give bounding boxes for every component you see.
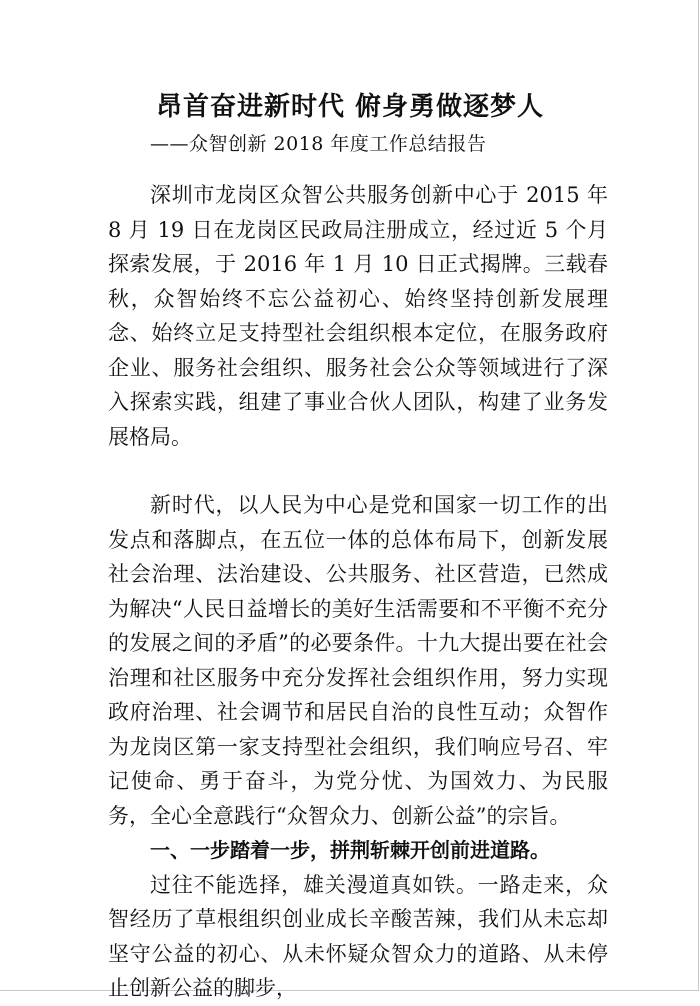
document-body (108, 178, 608, 1006)
document-subtitle: ——众智创新 2018 年度工作总结报告 (150, 133, 487, 155)
paragraph-section-one: 过往不能选择，雄关漫道真如铁。一路走来，众智经历了草根组织创业成长辛酸苦辣，我们从未忘却坚守公益的初心、从未怀疑众智众力的道路、从未停止创新公益的脚步， (108, 872, 608, 1000)
document-title: 昂首奋进新时代 俯身勇做逐梦人 (155, 92, 545, 122)
paragraph-new-era: 新时代，以人民为中心是党和国家一切工作的出发点和落脚点，在五位一体的总体布局下，创新发展社会治理、法治建设、公共服务、社区营造，已然成为解决“人民日益增长的美好生活需要和不平衡不充分的发展之间的矛盾”的必要条件。十九大提出要在社会治理和社区服务中充分发挥社会组织作用，努力实现政府治理、社会调节和居民自治的良性互动；众智作为龙岗区第一家支持型社会组织，我们响应号召、牢记使命、勇于奋斗，为党分忧、为国效力、为民服务，全心全意践行“众智众力、创新公益”的宗旨。 (108, 493, 608, 828)
paragraph-intro: 深圳市龙岗区众智公共服务创新中心于 2015 年 8 月 19 日在龙岗区民政局注册成立，经过近 5 个月探索发展，于 2016 年 1 月 10 日正式揭牌。三载春秋，众智始终不忘公益初心、始终坚持创新发展理念、始终立足支持型社会组织根本定位，在服务政府企业、服务社会组织、服务社会公众等领域进行了深入探索实践，组建了事业合伙人团队，构建了业务发展格局。 (108, 183, 608, 449)
section-heading-one: 一、一步踏着一步，拼荆斩棘开创前进道路。 (150, 838, 550, 862)
